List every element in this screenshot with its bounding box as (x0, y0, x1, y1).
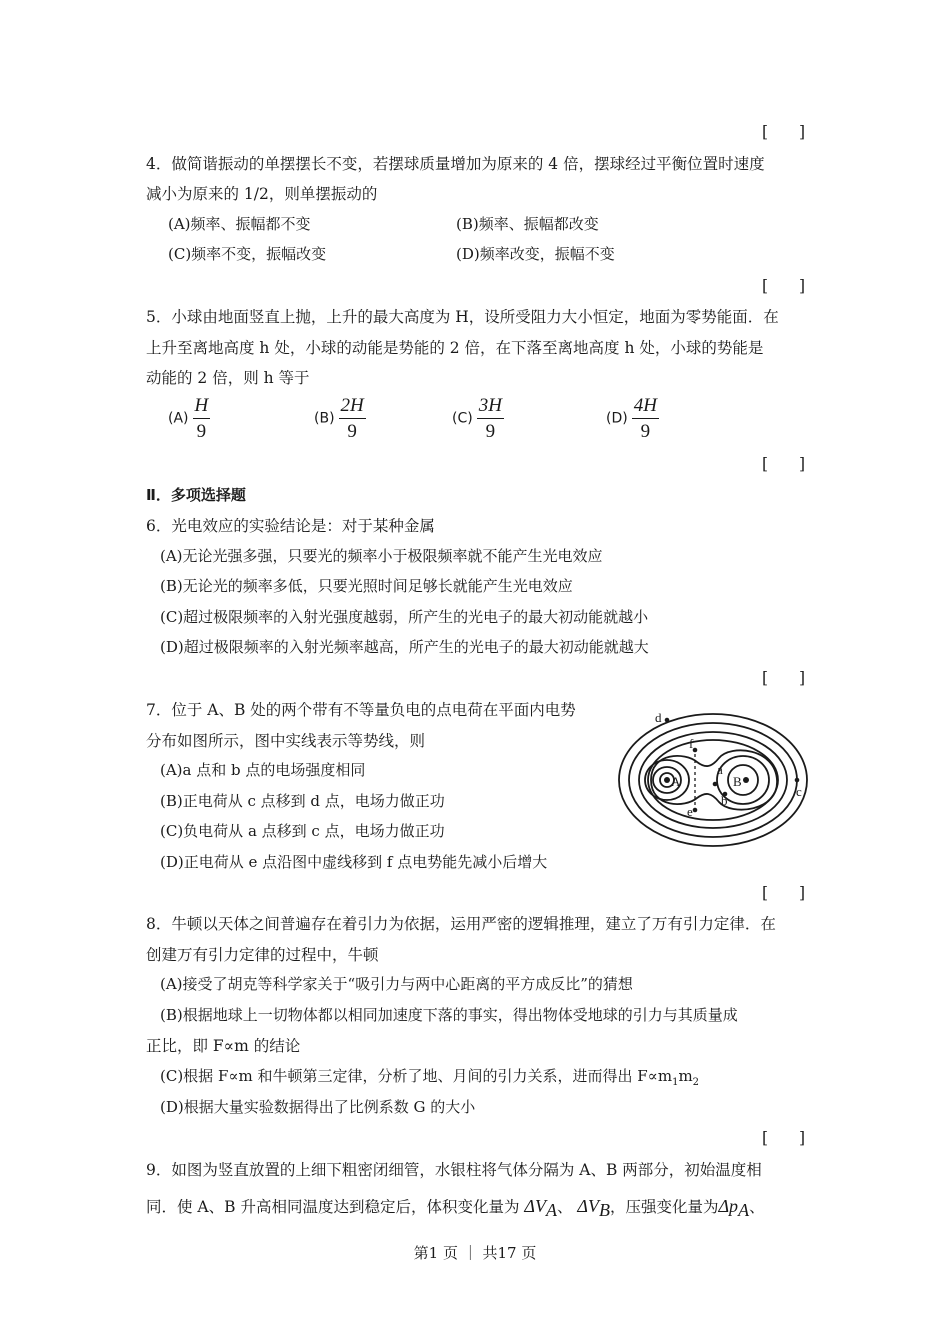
q4-stem-line2: 减小为原来的 1/2，则单摆振动的 (146, 185, 378, 203)
q5-option-c-fraction (477, 396, 504, 441)
q7-option-d: (D)正电荷从 e 点沿图中虚线移到 f 点电势能先减小后增大 (160, 853, 548, 871)
label-charge-a: A (671, 774, 681, 789)
fraction-numerator: H (193, 396, 211, 419)
delta-vb: ΔV (577, 1196, 599, 1216)
q8-option-c-text: (C)根据 F∝m 和牛顿第三定律，分析了地、月间的引力关系，进而得出 F∝m (160, 1067, 673, 1085)
label-a: a (717, 762, 723, 777)
q5-stem-line3: 动能的 2 倍，则 h 等于 (146, 369, 310, 387)
subscript: 1 (672, 1077, 679, 1088)
q7-option-b: (B)正电荷从 c 点移到 d 点，电场力做正功 (160, 792, 445, 810)
point-d (665, 718, 670, 723)
fraction-denominator: 9 (485, 421, 496, 442)
point-e (693, 808, 698, 813)
answer-bracket-q3: [ ] (762, 123, 806, 141)
q4-option-b: (B)频率、振幅都改变 (456, 215, 599, 233)
delta-pa: Δp (718, 1196, 739, 1216)
label-b: b (721, 793, 728, 808)
point-a (713, 782, 718, 787)
q6-option-d: (D)超过极限频率的入射光频率越高，所产生的光电子的最大初动能就越大 (160, 638, 649, 656)
fraction-numerator: 4H (632, 396, 659, 419)
q5-option-d (606, 396, 659, 441)
label-d: d (655, 710, 662, 725)
charge-b-point (743, 777, 749, 783)
label-f: f (689, 736, 694, 751)
q4-option-c: (C)频率不变，振幅改变 (168, 245, 327, 263)
q5-stem-line2: 上升至离地高度 h 处，小球的动能是势能的 2 倍，在下落至离地高度 h 处，小球的势能是 (146, 339, 764, 357)
separator: 、 (749, 1198, 765, 1216)
answer-bracket-q7: [ ] (762, 884, 806, 902)
equipotential-figure (615, 704, 815, 852)
q5-option-a (168, 396, 210, 441)
q7-option-c: (C)负电荷从 a 点移到 c 点，电场力做正功 (160, 822, 445, 840)
q5-stem-line1: 5．小球由地面竖直上抛，上升的最大高度为 H，设所受阻力大小恒定，地面为零势能面．在 (146, 308, 779, 326)
label-c: c (796, 784, 802, 799)
q7-stem-line1: 7．位于 A、B 处的两个带有不等量负电的点电荷在平面内电势 (146, 701, 576, 719)
separator: 、 (556, 1198, 573, 1216)
q7-stem-line2: 分布如图所示，图中实线表示等势线，则 (146, 732, 426, 750)
section-heading-multiple-choice: Ⅱ．多项选择题 (146, 486, 246, 504)
q5-option-c (452, 396, 504, 441)
q5-option-a-label: (A) (168, 410, 189, 427)
subscript: 2 (692, 1077, 700, 1088)
charge-a-point (664, 777, 670, 783)
label-charge-b: B (733, 774, 742, 789)
q6-option-b: (B)无论光的频率多低，只要光照时间足够长就能产生光电效应 (160, 577, 573, 595)
q5-option-d-fraction (632, 396, 659, 441)
q4-option-a: (A)频率、振幅都不变 (168, 215, 311, 233)
q8-option-b-line2: 正比，即 F∝m 的结论 (146, 1037, 301, 1055)
fraction-numerator: 2H (339, 396, 366, 419)
fraction-denominator: 9 (640, 421, 651, 442)
fraction-denominator: 9 (347, 421, 357, 442)
equipotential-line (639, 732, 787, 828)
q8-stem-line2: 创建万有引力定律的过程中，牛顿 (146, 946, 379, 964)
q6-option-a: (A)无论光强多强，只要光的频率小于极限频率就不能产生光电效应 (160, 547, 603, 565)
q6-stem: 6．光电效应的实验结论是：对于某种金属 (146, 517, 435, 535)
q8-stem-line1: 8．牛顿以天体之间普遍存在着引力为依据，运用严密的逻辑推理，建立了万有引力定律．在 (146, 915, 776, 933)
q4-stem-line1: 4．做简谐振动的单摆摆长不变，若摆球质量增加为原来的 4 倍，摆球经过平衡位置时速度 (146, 155, 765, 173)
q9-stem-text: 同．使 A、B 升高相同温度达到稳定后，体积变化量为 (146, 1198, 520, 1216)
subscript: B (598, 1200, 610, 1221)
q8-option-c-m: m (678, 1067, 693, 1085)
delta-va: ΔV (524, 1196, 546, 1216)
q5-option-b (314, 396, 366, 441)
answer-bracket-q8: [ ] (762, 1129, 806, 1147)
point-c (795, 778, 800, 783)
q9-stem-line2 (146, 1195, 765, 1221)
q8-option-d: (D)根据大量实验数据得出了比例系数 G 的大小 (160, 1098, 476, 1116)
q5-option-b-label: (B) (314, 410, 335, 427)
q5-option-a-fraction (193, 396, 211, 441)
answer-bracket-q6: [ ] (762, 669, 806, 687)
q5-option-b-fraction (339, 396, 366, 441)
q9-stem-mid: ，压强变化量为 (609, 1198, 719, 1216)
q8-option-a: (A)接受了胡克等科学家关于“吸引力与两中心距离的平方成反比”的猜想 (160, 975, 633, 993)
fraction-denominator: 9 (196, 421, 207, 442)
q8-option-c (160, 1065, 699, 1088)
answer-bracket-q4: [ ] (762, 277, 806, 295)
answer-bracket-q5: [ ] (762, 455, 806, 473)
page-footer: 第1 页 ｜ 共17 页 (413, 1244, 537, 1262)
q5-option-c-label: (C) (452, 410, 473, 427)
q4-option-d: (D)频率改变，振幅不变 (456, 245, 615, 263)
subscript: A (545, 1200, 557, 1221)
subscript: A (738, 1200, 750, 1221)
q8-option-b-line1: (B)根据地球上一切物体都以相同加速度下落的事实，得出物体受地球的引力与其质量成 (160, 1006, 738, 1024)
q5-option-d-label: (D) (606, 410, 628, 427)
q6-option-c: (C)超过极限频率的入射光强度越弱，所产生的光电子的最大初动能就越小 (160, 608, 649, 626)
label-e: e (687, 804, 693, 819)
point-f (693, 748, 698, 753)
q7-option-a: (A)a 点和 b 点的电场强度相同 (160, 761, 366, 779)
fraction-numerator: 3H (477, 396, 504, 419)
q9-stem-line1: 9．如图为竖直放置的上细下粗密闭细管，水银柱将气体分隔为 A、B 两部分，初始温度相 (146, 1161, 762, 1179)
